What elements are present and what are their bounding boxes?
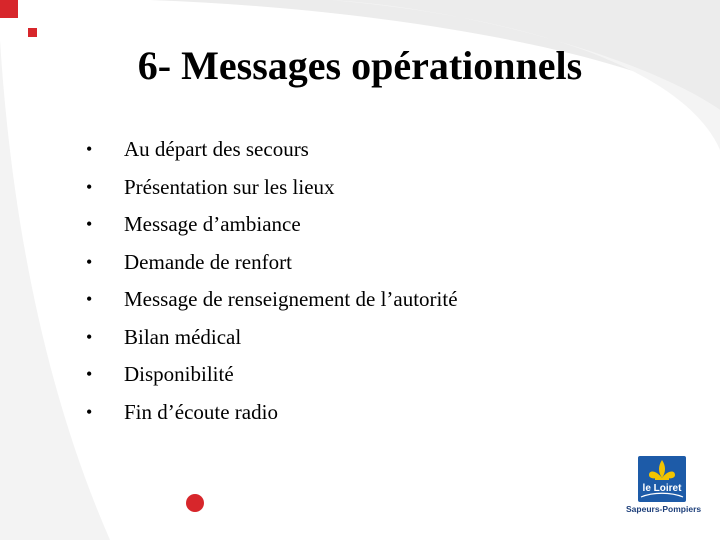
logo-name: le Loiret (642, 483, 682, 494)
list-item (86, 131, 458, 169)
bullet-icon: • (86, 176, 93, 197)
fleur-de-lis-icon (638, 456, 686, 502)
bullet-icon: • (86, 289, 93, 309)
list-item-text: Présentation sur les lieux (124, 174, 335, 199)
list-item (86, 169, 458, 207)
slide-title: 6- Messages opérationnels (137, 43, 583, 88)
bullet-icon: • (86, 401, 93, 422)
bullet-list (86, 131, 458, 431)
list-item-text: Bilan médical (124, 324, 242, 349)
red-small-square (28, 28, 37, 37)
list-item (86, 394, 458, 432)
logo-caption: Sapeurs-Pompiers (626, 504, 702, 514)
list-item (86, 281, 458, 319)
list-item-text: Fin d’écoute radio (124, 399, 278, 424)
red-corner-square (0, 0, 18, 18)
list-item-text: Demande de renfort (124, 249, 292, 274)
list-item-text: Disponibilité (124, 362, 234, 386)
loiret-logo (626, 456, 702, 518)
list-item (86, 244, 458, 282)
list-item (86, 319, 458, 357)
list-item-text: Message de renseignement de l’autorité (124, 287, 458, 311)
bullet-icon: • (86, 251, 93, 272)
list-item-text: Au départ des secours (124, 137, 309, 161)
bullet-icon: • (86, 214, 93, 234)
bullet-icon: • (86, 139, 93, 159)
list-item (86, 356, 458, 394)
list-item (86, 206, 458, 244)
bullet-icon: • (86, 326, 93, 347)
logo-emblem (638, 456, 686, 502)
red-dot-decoration (186, 494, 204, 512)
bullet-icon: • (86, 364, 93, 384)
list-item-text: Message d’ambiance (124, 212, 301, 236)
